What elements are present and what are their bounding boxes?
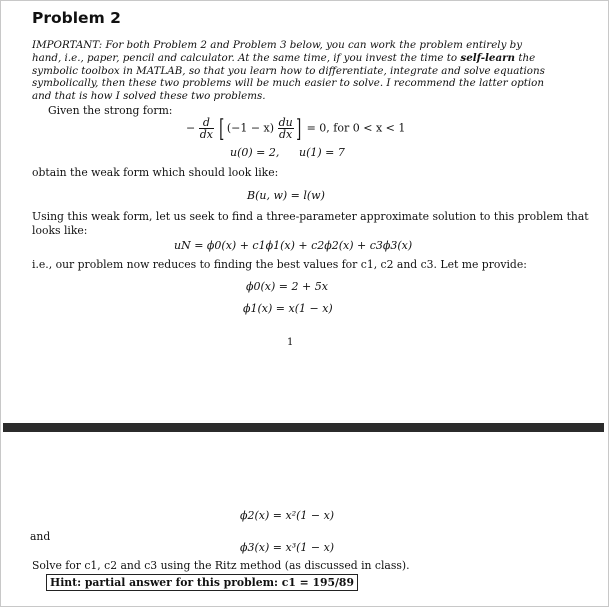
important-note-text: IMPORTANT: For both Problem 2 and Problem 3 below, you can work the problem entirely by hand, i.e., paper, pencil and calculator. At the same time, if you invest the time to: [32, 39, 523, 64]
important-note-text-end: the symbolic toolbox in MATLAB, so that you learn how to differentiate, integrate and solve equations symbolically, then these two problems will be much easier to solve. I recommend the latter option and that is how I solved these two problems.: [32, 51, 545, 103]
ode-derivative-inner: $\frac{du}{dx}$: [278, 116, 293, 141]
boundary-condition-left: u(0) = 2,: [230, 146, 280, 159]
solve-instruction: Solve for c1, c2 and c3 using the Ritz method (as discussed in class).: [32, 559, 410, 572]
important-note: [32, 39, 552, 103]
approx-intro-line1: Using this weak form, let us seek to find a three-parameter approximate solution to this problem that: [32, 210, 589, 223]
hint-box: Hint: partial answer for this problem: c1 = 195/89: [46, 574, 358, 591]
page-title: Problem 2: [32, 9, 121, 27]
phi0-definition: ϕ0(x) = 2 + 5x: [246, 280, 328, 293]
boundary-condition-right: u(1) = 7: [299, 146, 345, 159]
document-page-1: [3, 3, 604, 423]
phi2-definition: ϕ2(x) = x²(1 − x): [240, 509, 335, 522]
ode-rhs: = 0, for 0 < x < 1: [306, 121, 406, 135]
phi1-definition: ϕ1(x) = x(1 − x): [243, 302, 333, 315]
strong-form-intro: Given the strong form:: [48, 104, 173, 117]
ode-left-bracket: [: [219, 114, 225, 143]
important-note-emphasis: self-learn: [460, 51, 516, 64]
ode-right-bracket: ]: [295, 114, 301, 143]
weak-form-intro: obtain the weak form which should look like:: [32, 166, 279, 179]
weak-form-equation: B(u, w) = l(w): [247, 189, 325, 202]
and-label: and: [30, 530, 51, 543]
approx-solution-equation: uN = ϕ0(x) + c1ϕ1(x) + c2ϕ2(x) + c3ϕ3(x): [174, 239, 413, 252]
page-number: 1: [287, 337, 294, 348]
phi3-definition: ϕ3(x) = x³(1 − x): [240, 541, 335, 554]
reduces-text: i.e., our problem now reduces to finding the best values for c1, c2 and c3. Let me provide:: [32, 258, 527, 271]
ode-inner-term: (−1 − x): [226, 121, 275, 135]
ode-derivative-outer: $\frac{d}{dx}$: [199, 116, 213, 141]
ode-minus: −: [186, 121, 196, 135]
page-divider: [3, 423, 604, 432]
approx-intro-line2: looks like:: [32, 224, 88, 237]
strong-form-equation: [186, 114, 406, 143]
